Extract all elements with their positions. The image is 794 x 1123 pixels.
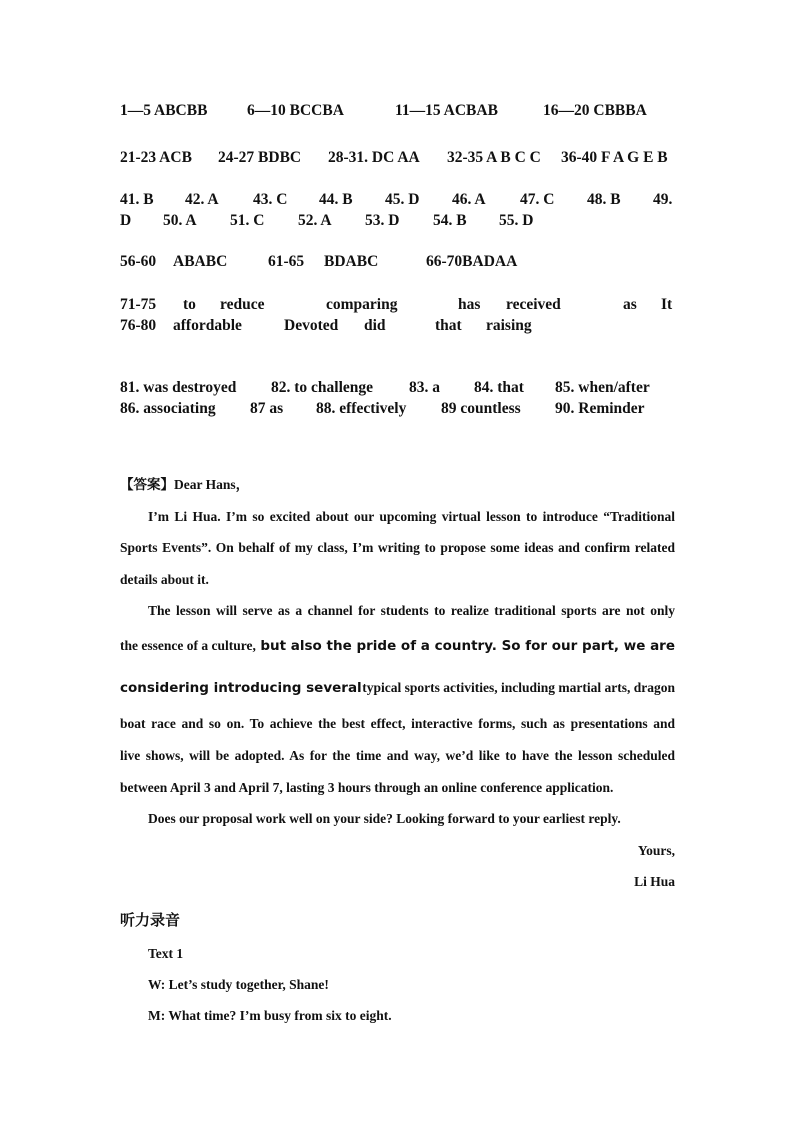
answer-item: 55. D (499, 212, 534, 229)
essay-text-segment: typical sports activities, including martial arts, dragon (362, 680, 675, 695)
listening-heading: 听力录音 (120, 911, 181, 929)
answer-group: 11—15 ACBAB (395, 102, 498, 119)
essay-text-segment: considering introducing several (120, 680, 362, 696)
answer-item: 44. B (319, 191, 353, 208)
answer-item: 83. a (409, 379, 440, 396)
essay-paragraph-2-line-5: live shows, will be adopted. As for the time and way, we’d like to have the lesson scheduled (120, 748, 675, 763)
answer-item: 53. D (365, 212, 400, 229)
essay-paragraph-1-line-3: details about it. (120, 572, 209, 587)
essay-paragraph-2-line-1: The lesson will serve as a channel for students to realize traditional sports are not only (148, 603, 675, 618)
essay-paragraph-3: Does our proposal work well on your side? Looking forward to your earliest reply. (148, 811, 621, 826)
answer-row-3-cont (120, 212, 675, 232)
answer-group: 21-23 ACB (120, 149, 192, 166)
answer-row-2 (120, 149, 675, 169)
answer-row-3 (120, 191, 675, 211)
answer-item: 89 countless (441, 400, 521, 417)
answer-group: 28-31. DC AA (328, 149, 420, 166)
answer-item: 46. A (452, 191, 486, 208)
answer-range: 56-60 (120, 253, 157, 270)
answer-item: D (120, 212, 132, 229)
answer-range: 71-75 (120, 296, 157, 313)
essay-paragraph-2-line-4: boat race and so on. To achieve the best effect, interactive forms, such as presentations and (120, 716, 675, 731)
essay-paragraph-1-line-1: I’m Li Hua. I’m so excited about our upcoming virtual lesson to introduce “Traditional (148, 509, 675, 524)
answer-word: It (661, 296, 673, 313)
answer-group: 16—20 CBBBA (543, 102, 647, 119)
answer-item: 88. effectively (316, 400, 407, 417)
answer-item: 82. to challenge (271, 379, 374, 396)
essay-closing: Yours, (637, 843, 675, 858)
answer-item: 52. A (298, 212, 332, 229)
essay-paragraph-2-line-2 (120, 638, 675, 654)
essay-greeting: 【答案】Dear Hans， (120, 477, 250, 492)
answer-item: 85. when/after (555, 379, 650, 396)
answer-word: raising (486, 317, 532, 334)
answer-group: BDABC (324, 253, 379, 270)
answer-item: 51. C (230, 212, 265, 229)
answer-row-5-cont (120, 317, 675, 337)
answer-item: 90. Reminder (555, 400, 645, 417)
answer-group: 36-40 F A G E B (561, 149, 668, 166)
answer-word: as (623, 296, 637, 313)
answer-word: Devoted (284, 317, 339, 334)
answer-group: 32-35 A B C C (447, 149, 541, 166)
answer-range: 76-80 (120, 317, 157, 334)
answer-row-4 (120, 253, 675, 273)
answer-word: to (183, 296, 196, 313)
essay-paragraph-2-line-6: between April 3 and April 7, lasting 3 hours through an online conference application. (120, 780, 614, 795)
answer-word: received (506, 296, 561, 313)
answer-word: has (458, 296, 481, 313)
answer-item: 49. (653, 191, 673, 208)
answer-item: 43. C (253, 191, 288, 208)
essay-paragraph-2-line-3 (120, 680, 675, 696)
answer-word: comparing (326, 296, 398, 313)
answer-group: ABABC (173, 253, 228, 270)
answer-item: 48. B (587, 191, 621, 208)
answer-range: 61-65 (268, 253, 305, 270)
answer-group: 24-27 BDBC (218, 149, 302, 166)
answer-row-1 (120, 102, 675, 122)
answer-item: 42. A (185, 191, 219, 208)
answer-word: reduce (220, 296, 265, 313)
answer-group: 1—5 ABCBB (120, 102, 208, 119)
answer-word: did (364, 317, 386, 334)
answer-item: 87 as (250, 400, 284, 417)
answer-word: that (435, 317, 462, 334)
answer-group: 6—10 BCCBA (247, 102, 344, 119)
answer-item: 45. D (385, 191, 420, 208)
answer-row-5 (120, 296, 675, 316)
answer-item: 50. A (163, 212, 197, 229)
essay-signature: Li Hua (634, 874, 675, 889)
listening-line: W: Let’s study together, Shane! (148, 977, 329, 992)
answer-item: 86. associating (120, 400, 216, 417)
essay-text-segment: the essence of a culture, (120, 638, 256, 653)
answer-item: 41. B (120, 191, 154, 208)
answer-row-6-cont (120, 400, 675, 420)
listening-line: M: What time? I’m busy from six to eight. (148, 1008, 392, 1023)
answer-group: 66-70BADAA (426, 253, 518, 270)
answer-item: 47. C (520, 191, 555, 208)
essay-paragraph-1-line-2: Sports Events”. On behalf of my class, I’m writing to propose some ideas and confirm related (120, 540, 675, 555)
answer-item: 54. B (433, 212, 467, 229)
answer-word: affordable (173, 317, 242, 334)
listening-text-label: Text 1 (148, 946, 184, 961)
answer-item: 84. that (474, 379, 524, 396)
answer-row-6 (120, 379, 675, 399)
answer-item: 81. was destroyed (120, 379, 237, 396)
essay-text-segment: but also the pride of a country. So for our part, we are (260, 638, 675, 654)
